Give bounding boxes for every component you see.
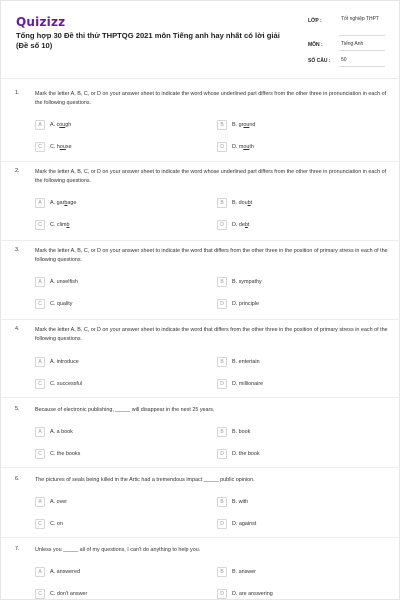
option-c[interactable] xyxy=(35,518,63,529)
option-text: C. quality xyxy=(50,300,73,307)
option-b[interactable] xyxy=(217,356,260,367)
header-divider xyxy=(1,78,400,79)
option-b[interactable] xyxy=(217,426,250,437)
option-text: D. millionaire xyxy=(232,380,264,387)
option-letter-box: D xyxy=(217,299,227,309)
grade-label: LỚP : xyxy=(308,18,322,24)
question-number: 6. xyxy=(15,476,20,482)
option-text: C. successful xyxy=(50,380,83,387)
option-letter-box: C xyxy=(35,449,45,459)
option-b[interactable] xyxy=(217,566,256,577)
question-number: 3. xyxy=(15,247,20,253)
option-c[interactable] xyxy=(35,588,87,599)
option-d[interactable] xyxy=(217,219,249,230)
option-letter-box: A xyxy=(35,427,45,437)
option-text: A. introduce xyxy=(50,358,79,365)
question-divider xyxy=(1,240,400,241)
option-letter-box: A xyxy=(35,567,45,577)
option-d[interactable] xyxy=(217,588,273,599)
option-letter-box: B xyxy=(217,277,227,287)
option-text: D. the book xyxy=(232,450,260,457)
quizizz-logo[interactable]: Quizizz xyxy=(16,15,66,29)
question-count-label: SỐ CÂU : xyxy=(308,58,331,64)
question-divider xyxy=(1,161,400,162)
option-a[interactable] xyxy=(35,197,76,208)
question-number: 5. xyxy=(15,406,20,412)
option-d[interactable] xyxy=(217,448,260,459)
option-b[interactable] xyxy=(217,496,248,507)
option-letter-box: D xyxy=(217,449,227,459)
option-letter-box: B xyxy=(217,427,227,437)
option-letter-box: D xyxy=(217,519,227,529)
option-text: B. entertain xyxy=(232,358,260,365)
option-text: C. the books xyxy=(50,450,81,457)
option-letter-box: A xyxy=(35,198,45,208)
option-text: A. a book xyxy=(50,428,73,435)
option-text: C. house xyxy=(50,143,72,150)
subject-underline xyxy=(339,50,385,51)
option-letter-box: C xyxy=(35,299,45,309)
option-letter-box: B xyxy=(217,567,227,577)
option-c[interactable] xyxy=(35,219,69,230)
option-d[interactable] xyxy=(217,298,259,309)
option-b[interactable] xyxy=(217,197,252,208)
option-d[interactable] xyxy=(217,378,263,389)
grade-underline xyxy=(339,35,385,36)
option-letter-box: A xyxy=(35,357,45,367)
option-letter-box: C xyxy=(35,142,45,152)
question-number: 4. xyxy=(15,326,20,332)
option-text: B. answer xyxy=(232,568,256,575)
option-c[interactable] xyxy=(35,378,82,389)
worksheet-title: Tổng hợp 30 Đề thi thử THPTQG 2021 môn Tiếng anh hay nhất có lời giải (Đề số 10) xyxy=(16,31,280,50)
option-letter-box: B xyxy=(217,357,227,367)
option-letter-box: A xyxy=(35,497,45,507)
question-text: Because of electronic publishing, _____ will disappear in the next 25 years. xyxy=(35,407,215,413)
option-letter-box: D xyxy=(217,220,227,230)
option-text: C. climb xyxy=(50,221,70,228)
question-number: 1. xyxy=(15,90,20,96)
option-text: B. with xyxy=(232,498,249,505)
option-letter-box: B xyxy=(217,120,227,130)
option-letter-box: C xyxy=(35,519,45,529)
option-a[interactable] xyxy=(35,276,78,287)
option-text: D. are answering xyxy=(232,590,273,597)
question-divider xyxy=(1,319,400,320)
question-divider xyxy=(1,537,400,538)
option-letter-box: A xyxy=(35,277,45,287)
option-text: D. principle xyxy=(232,300,259,307)
option-b[interactable] xyxy=(217,276,262,287)
subject-value: Tiếng Anh xyxy=(341,41,364,47)
question-count-underline xyxy=(339,66,385,67)
option-letter-box: A xyxy=(35,120,45,130)
question-text: Mark the letter A, B, C, or D on your answer sheet to indicate the word whose underlined part differs from the other three in pronunciation in each of the following questions. xyxy=(35,169,387,184)
option-letter-box: D xyxy=(217,142,227,152)
option-text: A. over xyxy=(50,498,68,505)
option-a[interactable] xyxy=(35,566,80,577)
option-text: B. ground xyxy=(232,121,256,128)
question-text: The pictures of seals being killed in the Artic had a tremendous impact _____ public opinion. xyxy=(35,477,255,483)
option-letter-box: C xyxy=(35,220,45,230)
option-text: D. against xyxy=(232,520,257,527)
option-a[interactable] xyxy=(35,496,67,507)
question-count-value: 50 xyxy=(341,57,347,63)
option-letter-box: C xyxy=(35,379,45,389)
question-text: Mark the letter A, B, C, or D on your answer sheet to indicate the word that differs from the other three in the position of primary stress in each of the following questions. xyxy=(35,327,388,342)
question-number: 2. xyxy=(15,168,20,174)
option-text: A. garbage xyxy=(50,199,77,206)
question-divider xyxy=(1,467,400,468)
option-text: B. doubt xyxy=(232,199,253,206)
option-a[interactable] xyxy=(35,119,71,130)
option-text: C. on xyxy=(50,520,63,527)
option-letter-box: D xyxy=(217,379,227,389)
question-number: 7. xyxy=(15,546,20,552)
option-text: B. book xyxy=(232,428,251,435)
option-letter-box: B xyxy=(217,497,227,507)
option-text: D. debt xyxy=(232,221,250,228)
question-text: Mark the letter A, B, C, or D on your answer sheet to indicate the word that differs from the other three in the position of primary stress in each of the following questions. xyxy=(35,248,388,263)
option-a[interactable] xyxy=(35,356,79,367)
question-text: Mark the letter A, B, C, or D on your answer sheet to indicate the word whose underlined part differs from the other three in pronunciation in each of the following questions. xyxy=(35,91,387,106)
option-a[interactable] xyxy=(35,426,73,437)
option-text: D. mouth xyxy=(232,143,254,150)
option-d[interactable] xyxy=(217,141,254,152)
option-text: A. cough xyxy=(50,121,72,128)
option-text: A. unselfish xyxy=(50,278,78,285)
option-c[interactable] xyxy=(35,141,72,152)
option-text: A. answered xyxy=(50,568,80,575)
option-c[interactable] xyxy=(35,448,80,459)
option-d[interactable] xyxy=(217,518,256,529)
option-letter-box: C xyxy=(35,589,45,599)
option-text: C. don't answer xyxy=(50,590,88,597)
option-b[interactable] xyxy=(217,119,255,130)
grade-value: Tốt nghiệp THPT xyxy=(341,16,379,22)
question-divider xyxy=(1,397,400,398)
option-text: B. sympathy xyxy=(232,278,262,285)
option-c[interactable] xyxy=(35,298,72,309)
subject-label: MÔN : xyxy=(308,42,323,48)
question-text: Unless you _____ all of my questions, I can't do anything to help you. xyxy=(35,547,201,553)
option-letter-box: B xyxy=(217,198,227,208)
option-letter-box: D xyxy=(217,589,227,599)
